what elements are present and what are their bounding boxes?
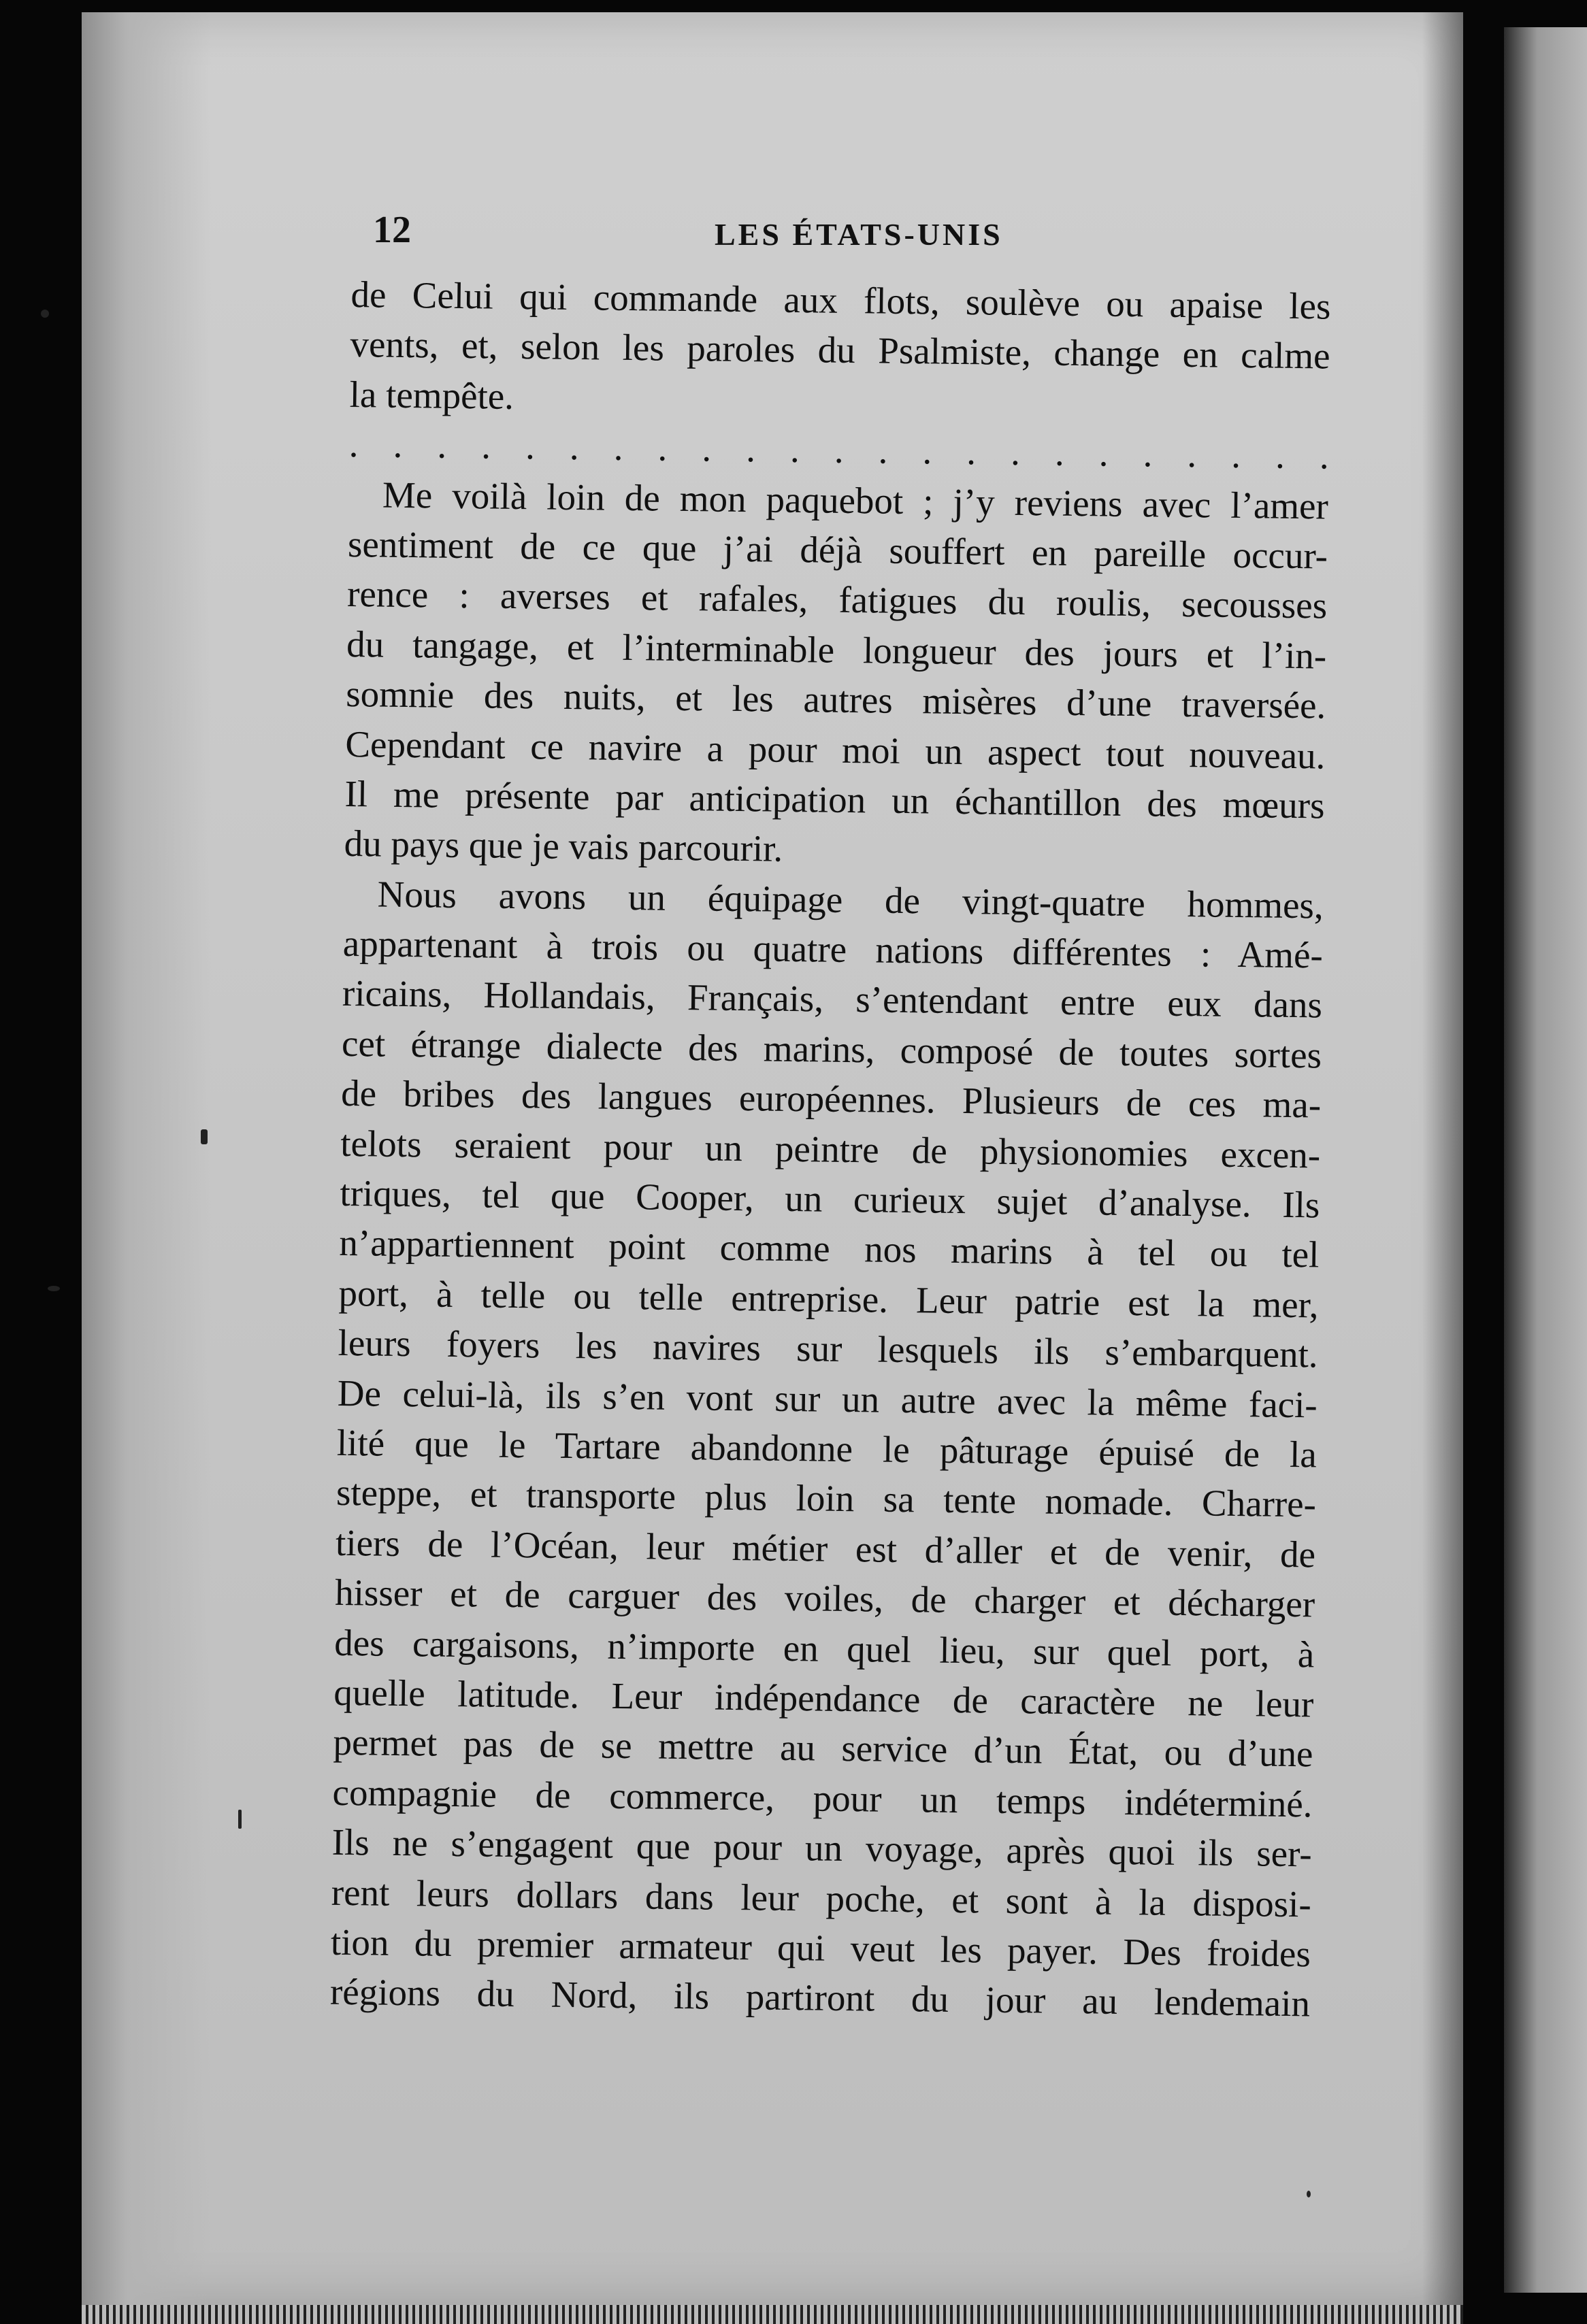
adjacent-page-edge [1504,27,1587,2293]
scan-speck [238,1810,242,1829]
text-line: du tangage, et l’interminable longueur des jours et l’in- [346,622,1327,677]
text-line: Il me présente par anticipation un échantillon des mœurs [344,772,1325,827]
text-line: Me voilà loin de mon paquebot ; j’y reviens avec l’amer [382,474,1329,527]
ellipsis-separator: . . . . . . . . . . . . . . . . . . . . . . . [348,423,1330,477]
text-line: des cargaisons, n’importe en quel lieu, sur quel port, à [333,1621,1315,1675]
text-line: la tempête. [349,373,514,417]
text-line: Nous avons un équipage de vingt-quatre hommes, [377,873,1324,927]
text-line: leurs foyers les navires sur lesquels ils s’embarquent. [338,1322,1318,1376]
scan-speck [1307,2191,1311,2197]
page-gutter [82,12,211,2305]
text-line: du pays que je vais parcourir. [344,823,783,870]
text-line: hisser et de carguer des voiles, de charger et décharger [334,1572,1315,1625]
text-line: ricains, Hollandais, Français, s’entendant entre eux dans [342,972,1323,1026]
text-line: steppe, et transporte plus loin sa tente nomade. Charre- [336,1472,1317,1525]
text-line: Ils ne s’engagent que pour un voyage, après quoi ils ser- [331,1821,1313,1875]
text-line: n’appartiennent point comme nos marins à tel ou tel [339,1222,1320,1276]
text-line: régions du Nord, ils partiront du jour au lendemain [329,1971,1311,2025]
text-line: rent leurs dollars dans leur poche, et sont à la disposi- [331,1871,1312,1925]
page-number: 12 [373,209,411,251]
text-line: telots seraient pour un peintre de physionomies excen- [340,1122,1321,1176]
text-line: quelle latitude. Leur indépendance de caractère ne leur [333,1671,1314,1725]
text-line: compagnie de commerce, pour un temps indéterminé. [332,1771,1313,1825]
text-line: De celui-là, ils s’en vont sur un autre avec la même faci- [337,1372,1318,1426]
scan-speck [201,1129,208,1144]
text-line: tion du premier armateur qui veut les payer. Des froides [330,1921,1311,1975]
text-line: sentiment de ce que j’ai déjà souffert en pareille occur- [347,522,1328,577]
page-edge-shadow [1422,12,1463,2305]
text-line: vents, et, selon les paroles du Psalmiste, change en calme [350,323,1330,377]
text-line: port, à telle ou telle entreprise. Leur patrie est la mer, [338,1272,1319,1326]
text-line: cet étrange dialecte des marins, composé de toutes sortes [341,1022,1322,1076]
text-line: tiers de l’Océan, leur métier est d’aller et de venir, de [335,1521,1316,1576]
text-line: permet pas de se mettre au service d’un État, ou d’une [333,1721,1313,1775]
scan-speck [48,1286,60,1291]
scan-speck [41,310,49,318]
running-title: LES ÉTATS-UNIS [715,217,1003,252]
text-line: de bribes des langues européennes. Plusieurs de ces ma- [340,1072,1322,1126]
page-body-text [330,269,1331,2029]
text-line: triques, tel que Cooper, un curieux sujet d’analyse. Ils [340,1172,1320,1226]
scan-bottom-edge [82,2305,1463,2324]
text-line: Cependant ce navire a pour moi un aspect tout nouveau. [345,723,1326,777]
text-line: de Celui qui commande aux flots, soulève ou apaise les [350,273,1331,327]
text-line: appartenant à trois ou quatre nations différentes : Amé- [342,923,1324,976]
text-line: somnie des nuits, et les autres misères d’une traversée. [346,673,1326,727]
text-line: lité que le Tartare abandonne le pâturage épuisé de la [336,1421,1318,1476]
text-line: rence : averses et rafales, fatigues du roulis, secousses [346,573,1328,627]
